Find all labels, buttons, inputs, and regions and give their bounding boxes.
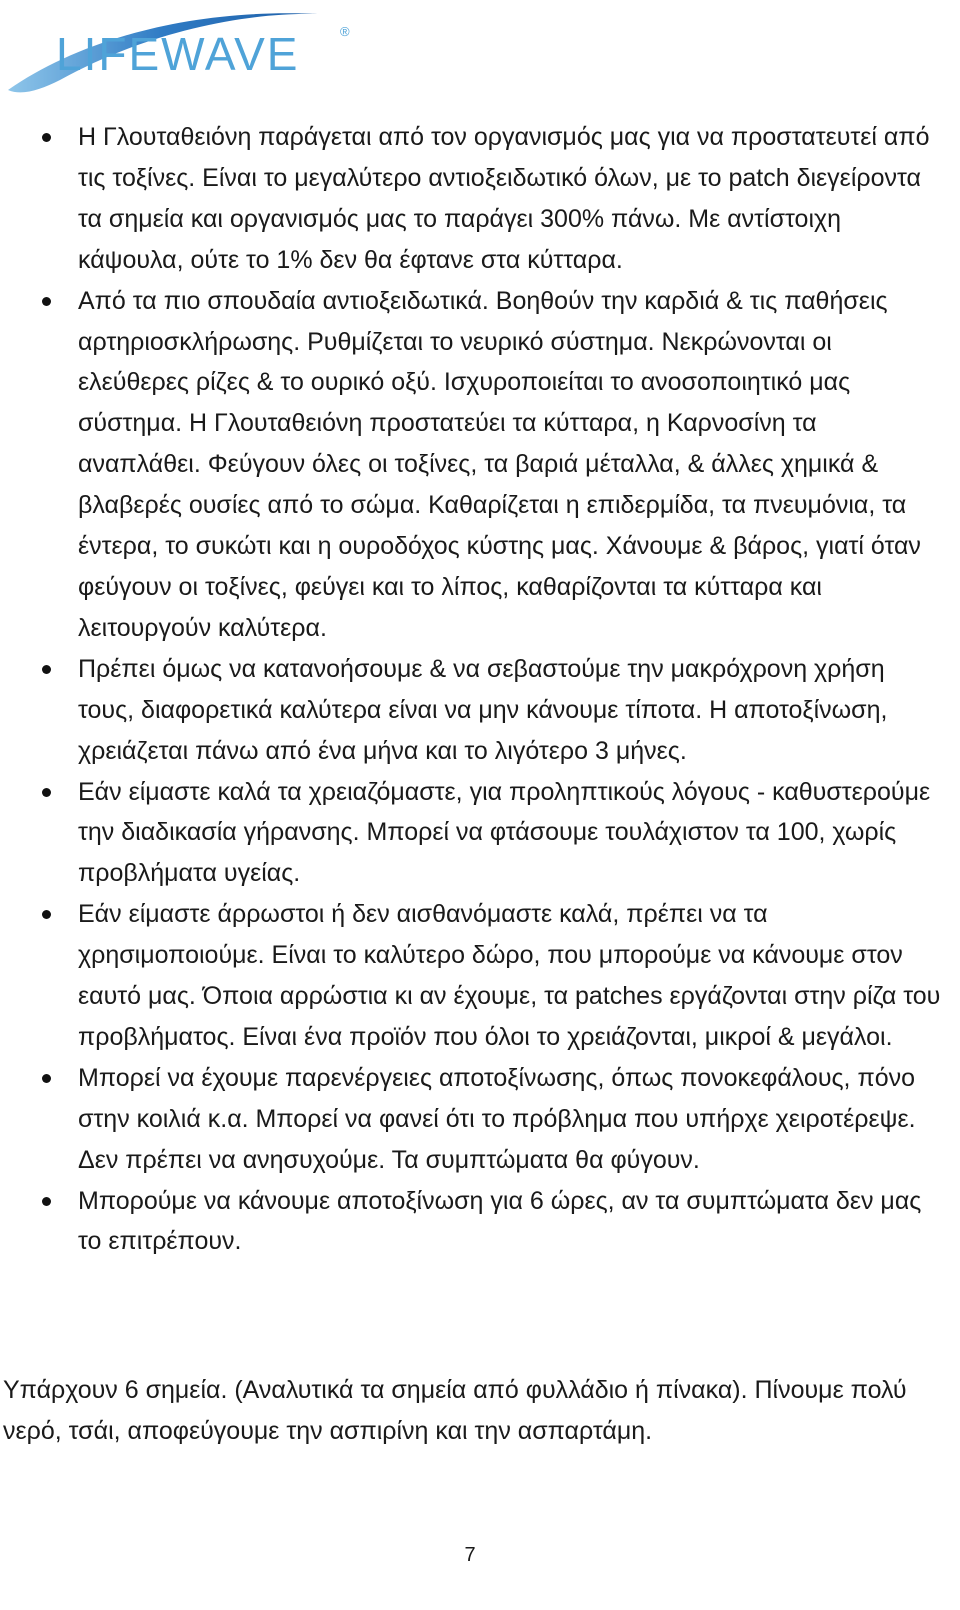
- bullet-text: Εάν είμαστε καλά τα χρειαζόμαστε, για προληπτικούς λόγους - καθυστερούμε την διαδικασία γήρανσης. Μπορεί να φτάσουμε τουλάχιστον τα 100, χωρίς προβλήματα υγείας.: [78, 777, 931, 888]
- bullet-icon: [42, 665, 51, 674]
- bullet-icon: [42, 297, 51, 306]
- closing-paragraph: Υπάρχουν 6 σημεία. (Αναλυτικά τα σημεία από φυλλάδιο ή πίνακα). Πίνουμε πολύ νερό, τσάι, αποφεύγουμε την ασπιρίνη και την ασπαρτάμη.: [3, 1376, 907, 1445]
- bullet-text: Πρέπει όμως να κατανοήσουμε & να σεβαστούμε την μακρόχρονη χρήση τους, διαφορετικά καλύτερα είναι να μην κάνουμε τίποτα. Η αποτοξίνωση, χρειάζεται πάνω από ένα μήνα και το λιγότερο 3 μήνες.: [78, 654, 888, 765]
- logo-text: LIFEWAVE: [56, 28, 300, 80]
- list-item: [0, 117, 960, 281]
- bullet-text: Μπορούμε να κάνουμε αποτοξίνωση για 6 ώρες, αν τα συμπτώματα δεν μας το επιτρέπουν.: [78, 1186, 922, 1256]
- bullet-icon: [42, 1074, 51, 1083]
- list-item: [0, 649, 960, 772]
- bullet-text: Η Γλουταθειόνη παράγεται από τον οργανισμός μας για να προστατευτεί από τις τοξίνες. Είναι το μεγαλύτερο αντιοξειδωτικό όλων, με το patch διεγείροντα τα σημεία και οργανισμός μας το παράγει 300% πάνω. Με αντίστοιχη κάψουλα, ούτε το 1% δεν θα έφτανε στα κύτταρα.: [78, 123, 930, 274]
- bullet-icon: [42, 1197, 51, 1206]
- lifewave-logo-graphic: [0, 0, 370, 110]
- list-item: [0, 1181, 960, 1263]
- list-item: [0, 772, 960, 895]
- bullet-icon: [42, 788, 51, 797]
- page-number: 7: [464, 1544, 476, 1566]
- list-item: [0, 281, 960, 649]
- bullet-text: Εάν είμαστε άρρωστοι ή δεν αισθανόμαστε καλά, πρέπει να τα χρησιμοποιούμε. Είναι το καλύτερο δώρο, που μπορούμε να κάνουμε στον εαυτό μας. Όποια αρρώστια κι αν έχουμε, τα patches εργάζονται στην ρίζα του προβλήματος. Είναι ένα προϊόν που όλοι το χρειάζονται, μικροί & μεγάλοι.: [78, 900, 941, 1051]
- lifewave-logo: [0, 0, 370, 110]
- registered-mark: ®: [340, 24, 350, 39]
- list-item: [0, 1058, 960, 1181]
- bullet-icon: [42, 133, 51, 142]
- bullet-list: [0, 117, 960, 1262]
- bullet-text: Από τα πιο σπουδαία αντιοξειδωτικά. Βοηθούν την καρδιά & τις παθήσεις αρτηριοσκλήρωσης. Ρυθμίζεται το νευρικό σύστημα. Νεκρώνονται οι ελεύθερες ρίζες & το ουρικό οξύ. Ισχυροποιείται το ανοσοποιητικό μας σύστημα. Η Γλουταθειόνη προστατεύει τα κύτταρα, η Καρνοσίνη τα αναπλάθει. Φεύγουν όλες οι τοξίνες, τα βαριά μέταλλα, & άλλες χημικά & βλαβερές ουσίες από το σώμα. Καθαρίζεται η επιδερμίδα, τα πνευμόνια, τα έντερα, το συκώτι και η ουροδόχος κύστης μας. Χάνουμε & βάρος, γιατί όταν φεύγουν οι τοξίνες, φεύγει και το λίπος, καθαρίζονται τα κύτταρα και λειτουργούν καλύτερα.: [78, 286, 921, 642]
- list-item: [0, 894, 960, 1058]
- bullet-text: Μπορεί να έχουμε παρενέργειες αποτοξίνωσης, όπως πονοκεφάλους, πόνο στην κοιλιά κ.α. Μπορεί να φανεί ότι το πρόβλημα που υπήρχε χειροτέρεψε. Δεν πρέπει να ανησυχούμε. Τα συμπτώματα θα φύγουν.: [78, 1063, 916, 1174]
- bullet-icon: [42, 910, 51, 919]
